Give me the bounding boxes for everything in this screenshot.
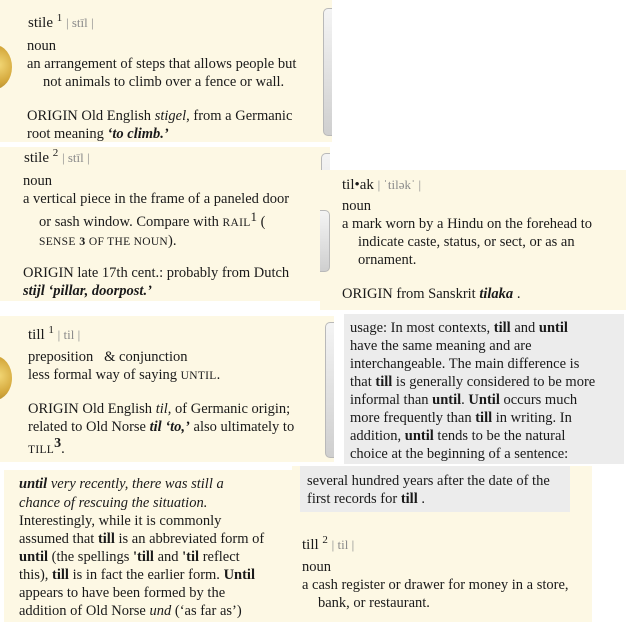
entry-headline bbox=[302, 536, 354, 555]
pronunciation: | ˈtiləkˈ | bbox=[377, 177, 422, 192]
origin-line: TILL3. bbox=[28, 436, 65, 457]
usage-line: this), till is in fact the earlier form. Until bbox=[19, 567, 255, 583]
part-of-speech: noun bbox=[23, 173, 52, 189]
entry-card-till-1[interactable] bbox=[0, 316, 334, 462]
usage-line: usage: In most contexts, till and until bbox=[350, 320, 568, 336]
usage-line: informal than until. Until occurs much bbox=[350, 392, 578, 408]
entry-card-tilak[interactable] bbox=[320, 170, 626, 310]
pronunciation: | stīl | bbox=[66, 15, 94, 30]
homograph-number: 2 bbox=[322, 534, 328, 546]
homograph-number: 1 bbox=[56, 12, 63, 24]
part-of-speech: noun bbox=[302, 559, 331, 575]
usage-line: Interestingly, while it is commonly bbox=[19, 513, 222, 529]
pronunciation: | til | bbox=[331, 537, 355, 552]
part-of-speech: noun bbox=[27, 38, 56, 54]
definition-line: ornament. bbox=[358, 252, 417, 268]
usage-line: addition of Old Norse und (‘as far as’) bbox=[19, 603, 242, 619]
definition-line: SENSE 3 OF THE NOUN). bbox=[39, 233, 177, 249]
entry-headline bbox=[28, 326, 80, 345]
origin-line: stijl ‘pillar, doorpost.’ bbox=[23, 283, 152, 299]
usage-line: interchangeable. The main difference is bbox=[350, 356, 580, 372]
usage-line: assumed that till is an abbreviated form of bbox=[19, 531, 265, 547]
entry-card-till-2[interactable] bbox=[292, 466, 592, 622]
entry-headline bbox=[28, 14, 94, 33]
headword: stile bbox=[28, 15, 53, 31]
homograph-number: 2 bbox=[52, 147, 59, 159]
homograph-number: 1 bbox=[48, 324, 54, 336]
usage-line: that till is generally considered to be more bbox=[350, 374, 596, 390]
usage-line: addition, until tends to be the natural bbox=[350, 428, 566, 444]
card-scroll-tab[interactable] bbox=[323, 8, 332, 136]
pronunciation: | til | bbox=[57, 327, 81, 342]
usage-note-continued-card[interactable] bbox=[4, 470, 294, 622]
usage-line: several hundred years after the date of the bbox=[307, 473, 550, 489]
origin-line: related to Old Norse til ‘to,’ also ultimately to bbox=[28, 419, 295, 435]
part-of-speech: preposition & conjunction bbox=[28, 349, 188, 365]
headword: til•ak bbox=[342, 177, 374, 193]
entry-headline bbox=[342, 176, 421, 194]
part-of-speech: noun bbox=[342, 198, 371, 214]
card-edge-ornament bbox=[0, 356, 12, 400]
origin-line: ORIGIN late 17th cent.: probably from Dutch bbox=[23, 265, 290, 281]
definition-line: bank, or restaurant. bbox=[318, 595, 430, 611]
definition-line: or sash window. Compare with RAIL1 ( bbox=[39, 209, 266, 230]
headword: till bbox=[302, 537, 319, 553]
pronunciation: | stīl | bbox=[62, 150, 90, 165]
usage-line: first records for till . bbox=[307, 491, 425, 507]
origin-line: ORIGIN Old English stigel, from a Germanic bbox=[27, 108, 293, 124]
card-scroll-tab[interactable] bbox=[320, 210, 330, 272]
usage-line: until (the spellings 'till and 'til reflect bbox=[19, 549, 240, 565]
headword: stile bbox=[24, 150, 49, 166]
usage-note-card[interactable] bbox=[344, 314, 624, 464]
usage-line: appears to have been formed by the bbox=[19, 585, 226, 601]
origin-line: ORIGIN from Sanskrit tilaka . bbox=[342, 286, 521, 302]
definition-line: a vertical piece in the frame of a paneled door bbox=[23, 191, 290, 207]
cross-reference-link[interactable]: UNTIL bbox=[180, 370, 217, 382]
origin-line: ORIGIN Old English til, of Germanic origin; bbox=[28, 401, 291, 417]
headword: till bbox=[28, 327, 45, 343]
definition-line: less formal way of saying UNTIL. bbox=[28, 367, 221, 383]
definition-line: a mark worn by a Hindu on the forehead to bbox=[342, 216, 593, 232]
usage-note-end bbox=[300, 466, 570, 512]
card-edge-ornament bbox=[0, 45, 12, 89]
cross-reference-link[interactable]: RAIL bbox=[222, 217, 251, 229]
usage-line: have the same meaning and are bbox=[350, 338, 532, 354]
usage-line: more frequently than till in writing. In bbox=[350, 410, 572, 426]
origin-line: root meaning ‘to climb.’ bbox=[27, 126, 169, 142]
entry-headline bbox=[24, 149, 90, 168]
card-scroll-tab[interactable] bbox=[325, 322, 334, 458]
definition-line: an arrangement of steps that allows people but bbox=[27, 56, 297, 72]
definition-line: a cash register or drawer for money in a store, bbox=[302, 577, 569, 593]
definition-line: indicate caste, status, or sect, or as an bbox=[358, 234, 575, 250]
entry-card-stile-1[interactable] bbox=[0, 0, 332, 142]
entry-card-stile-2[interactable] bbox=[0, 147, 330, 301]
definition-line: not animals to climb over a fence or wall. bbox=[43, 74, 285, 90]
cross-reference-link[interactable]: TILL bbox=[28, 444, 55, 456]
usage-line: chance of rescuing the situation. bbox=[19, 495, 208, 511]
usage-line: choice at the beginning of a sentence: bbox=[350, 446, 569, 462]
usage-line: until very recently, there was still a bbox=[19, 476, 224, 492]
